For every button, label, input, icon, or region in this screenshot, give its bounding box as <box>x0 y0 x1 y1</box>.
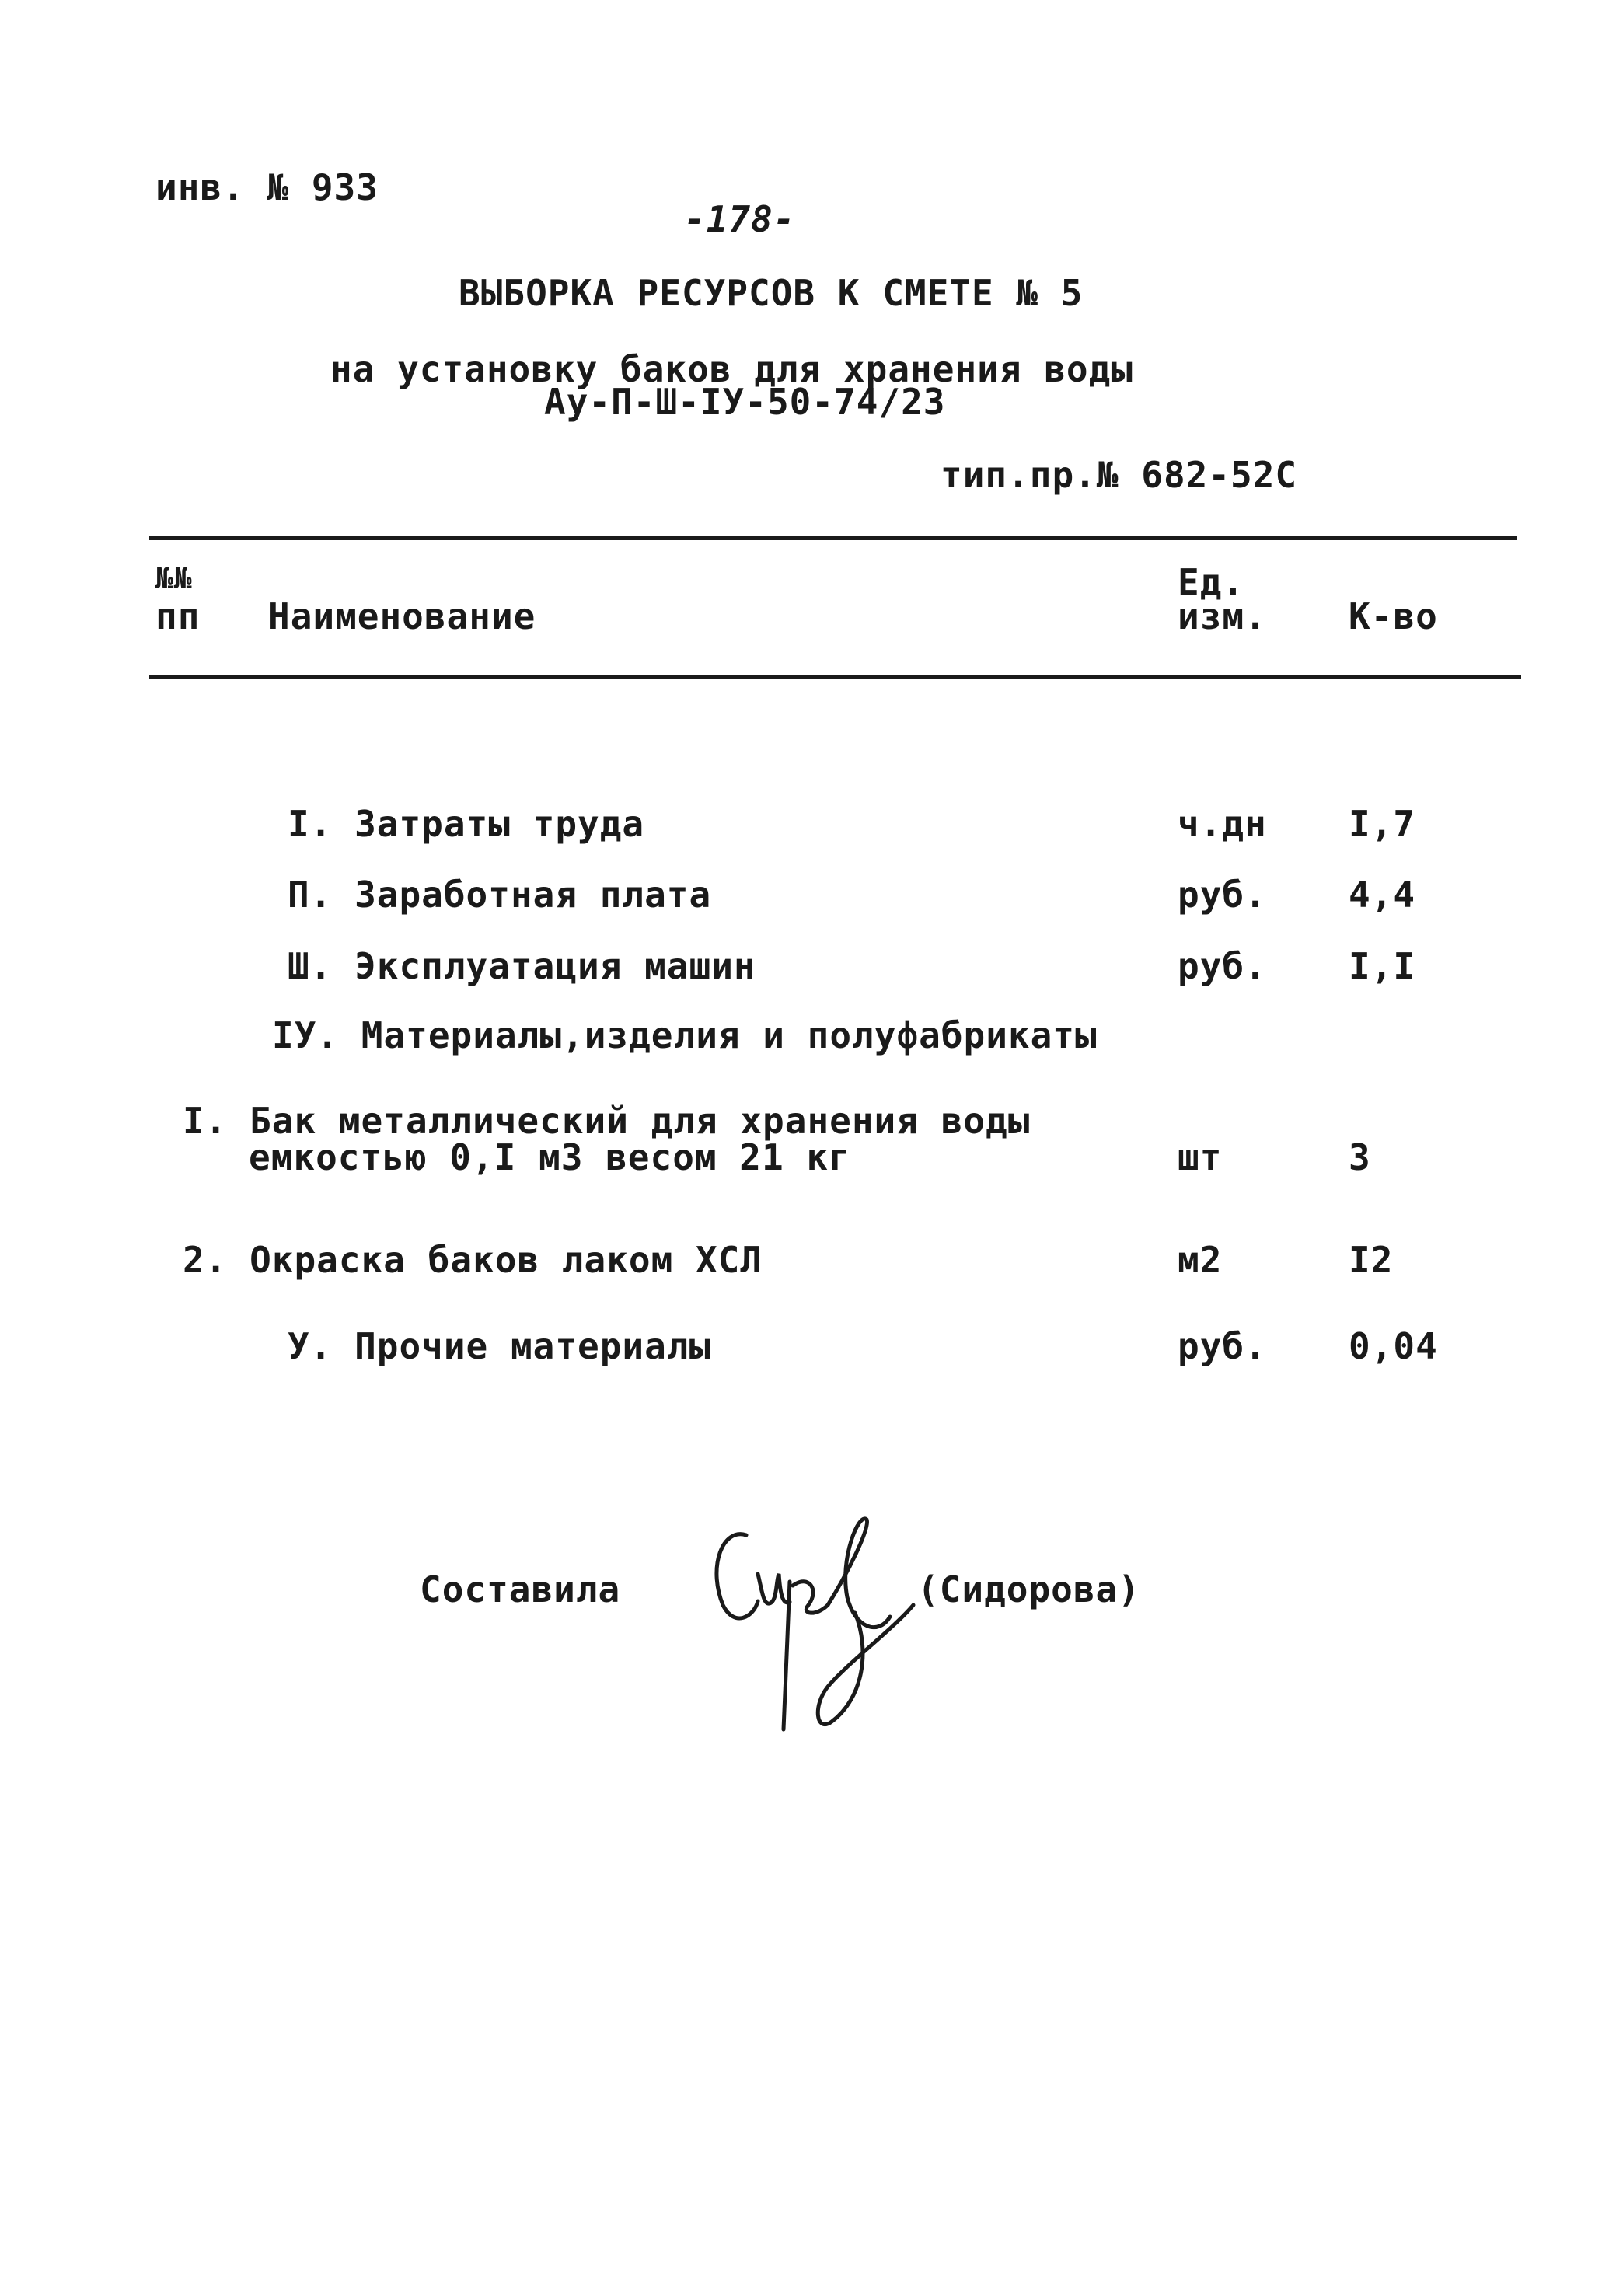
list-item-label: IУ. Материалы,изделия и полуфабрикаты <box>272 1014 1098 1056</box>
list-item-label: I. Затраты труда <box>288 803 645 845</box>
handwritten-signature <box>692 1512 925 1737</box>
list-item-label-continued: емкостью 0,I м3 весом 21 кг <box>249 1136 851 1178</box>
header-qty: К-во <box>1349 595 1438 637</box>
document-title: ВЫБОРКА РЕСУРСОВ К СМЕТЕ № 5 <box>459 272 1084 314</box>
table-top-rule <box>149 536 1517 540</box>
project-number: тип.пр.№ 682-52С <box>941 454 1298 496</box>
list-item-unit: руб. <box>1178 1325 1267 1367</box>
list-item-qty: I2 <box>1349 1239 1394 1281</box>
list-item-label: П. Заработная плата <box>288 874 712 916</box>
document-code: Ау-П-Ш-IУ-50-74/23 <box>544 381 946 423</box>
list-item-unit: шт <box>1178 1136 1223 1178</box>
signature-label: Составила <box>420 1568 621 1610</box>
list-item-label: 2. Окраска баков лаком ХСЛ <box>183 1239 763 1281</box>
header-num-line2: пп <box>155 595 201 637</box>
document-subtitle: на установку баков для хранения воды <box>330 348 1133 390</box>
list-item-qty: 4,4 <box>1349 874 1416 916</box>
page-number: -178- <box>684 198 796 240</box>
table-header-rule <box>149 675 1521 679</box>
list-item-label: I. Бак металлический для хранения воды <box>183 1100 1031 1142</box>
list-item-qty: I,I <box>1349 945 1416 987</box>
list-item-label: У. Прочие материалы <box>288 1325 712 1367</box>
list-item-unit: м2 <box>1178 1239 1223 1281</box>
header-unit-line1: Ед. <box>1178 561 1245 603</box>
header-num-line1: №№ <box>155 561 193 595</box>
header-name: Наименование <box>268 595 536 637</box>
inventory-number: инв. № 933 <box>155 166 379 208</box>
list-item-qty: I,7 <box>1349 803 1416 845</box>
list-item-label: Ш. Эксплуатация машин <box>288 945 756 987</box>
list-item-unit: руб. <box>1178 874 1267 916</box>
list-item-unit: руб. <box>1178 945 1267 987</box>
list-item-qty: 0,04 <box>1349 1325 1438 1367</box>
signature-name: (Сидорова) <box>917 1568 1140 1610</box>
list-item-qty: 3 <box>1349 1136 1371 1178</box>
header-unit-line2: изм. <box>1178 595 1267 637</box>
list-item-unit: ч.дн <box>1178 803 1267 845</box>
